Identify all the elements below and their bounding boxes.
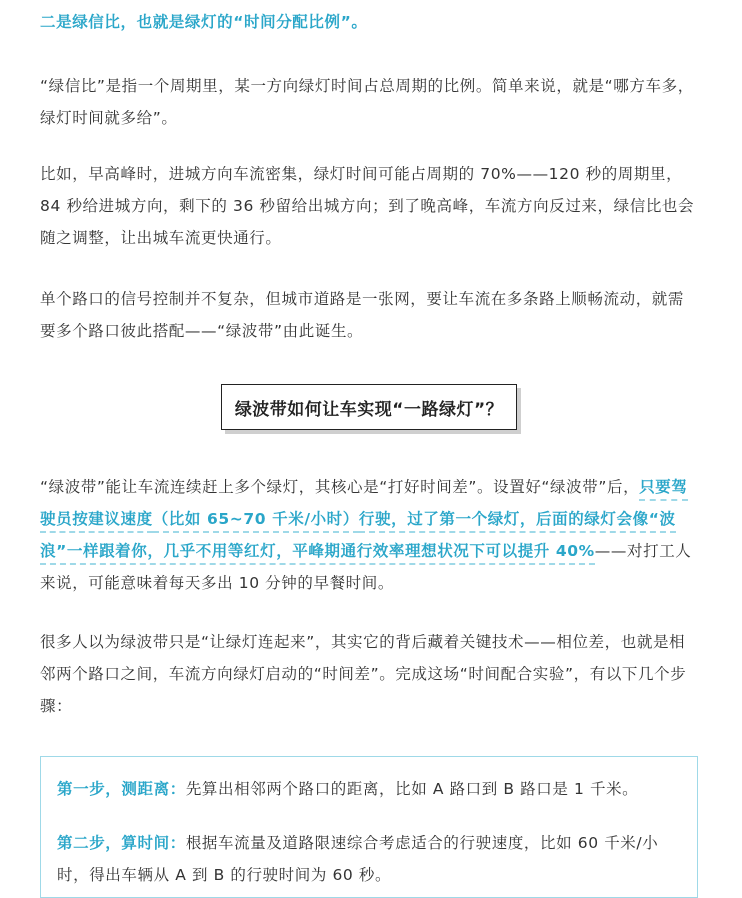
intro-heading: 二是绿信比，也就是绿灯的“时间分配比例”。 [40, 13, 368, 31]
step-1 [57, 773, 681, 805]
highlight-paren: （比如 65~70 千米/小时） [153, 510, 359, 533]
highlight-text-b: 行驶，过了第一个绿灯，后面的绿灯会像“波浪”一样跟着你，几乎不用等红灯，平峰期通行效率理想状况下可以提升 40% [40, 510, 676, 565]
section-heading-box [221, 384, 517, 430]
step-1-text: 先算出相邻两个路口的距离，比如 A 路口到 B 路口是 1 千米。 [185, 780, 639, 798]
steps-box [40, 756, 698, 898]
highlight-text-a: 只要驾驶员按建议速度 [40, 478, 688, 533]
green-wave-tail: ——对打工人来说，可能意味着每天多出 10 分钟的早餐时间。 [40, 542, 692, 592]
step-2-text: 根据车流量及道路限速综合考虑适合的行驶速度，比如 60 千米/小时，得出车辆从 A 到 B 的行驶时间为 60 秒。 [57, 834, 659, 884]
paragraph-network: 单个路口的信号控制并不复杂，但城市道路是一张网，要让车流在多条路上顺畅流动，就需要多个路口彼此搭配——“绿波带”由此诞生。 [40, 290, 685, 340]
paragraph-phase-offset: 很多人以为绿波带只是“让绿灯连起来”，其实它的背后藏着关键技术——相位差，也就是相邻两个路口之间，车流方向绿灯启动的“时间差”。完成这场“时间配合实验”，有以下几个步骤： [40, 633, 687, 715]
section-heading: 绿波带如何让车实现“一路绿灯”？ [234, 399, 504, 420]
paragraph-green-ratio: “绿信比”是指一个周期里，某一方向绿灯时间占总周期的比例。简单来说，就是“哪方车多，绿灯时间就多给”。 [40, 77, 694, 127]
step-2-label: 第二步，算时间： [57, 834, 186, 852]
step-1-label: 第一步，测距离： [57, 780, 186, 798]
paragraph-example: 比如，早高峰时，进城方向车流密集，绿灯时间可能占周期的 70%——120 秒的周期里，84 秒给进城方向，剩下的 36 秒留给出城方向；到了晚高峰，车流方向反过来，绿信比也会随之调整，让出城车流更快通行。 [40, 165, 695, 247]
green-wave-lead: “绿波带”能让车流连续赶上多个绿灯，其核心是“打好时间差”。设置好“绿波带”后， [40, 478, 640, 496]
paragraph-green-wave [40, 471, 700, 599]
step-2 [57, 827, 681, 891]
